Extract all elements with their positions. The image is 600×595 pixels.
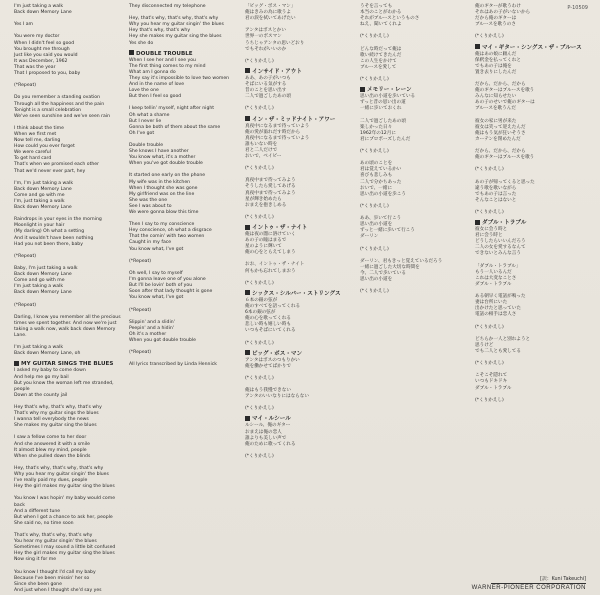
lyrics-column-1 — [14, 4, 126, 593]
lyric-block: I'm just taking a walk Back down Memory Lane Yes I am You were my doctor When I didn't feel so good You brought me through Just like you said you would It was December, 1962 That was the year That I proposed to you, baby (*Repeat) Do you remember a standing ovation Through all the happiness and the pain Tonight is a small celebration We've seen sunshine and we've seen rain I think about the time When we first met Now tell me, darling How could you ever forget We were careful To get hard card That's when we promised each other That we'd never ever part, hey I'm, I'm just taking a walk Back down Memory Lane Come and go with me I'm, just taking a walk Back down Memory Lane Raindrops in your eyes in the morning Moonlight in your hair (My darling) Oh what a setting And it wouldn't have been nothing Had you not been there, baby (*Repeat) Baby, I'm just taking a walk Back down Memory Lane Come and go with me I'm just taking a walk Back down Memory Lane (*Repeat) Darling, I know you remember all the precious times we spent together. And now we're just taking a walk now, walk back down Memory Lane. I'm just taking a walk Back down Memory Lane, oh — [14, 4, 121, 357]
song-title: マイ・ルシール — [245, 415, 360, 423]
lyric-block: 俺はあの娘に頼んだ 保釈金を払ってくれと でもあの子は俺を 置き去りにしたんだ だから、だから、だから 俺のギターはブルースを歌う みんなに知らせたい あの子のせいで俺のギターは ブルースを歌うんだ 彼女の家に男が来た 彼女は笑って迎えたんだ 俺はもう気が狂いそうさ カーテンを閉めたんだ だから、だから、だから 俺のギターはブルースを歌う (*くりかえし) あの子が帰ってくると思った 違う歌を歌いながら でもあの子は言った そんなことはないと (*くりかえし) — [475, 51, 535, 215]
lyric-block: うそを言っても 本当のことがわかる それがブルースというものさ ねえ、聞いてくれよ (*くりかえし) どんな時だって俺は 歌い続けてきたんだ この人生をかけて ブルースを愛して (*くりかえし) — [360, 4, 420, 83]
lyric-block: They disconnected my telephone Hey, that's why, that's why, that's why Why you hear my guitar singin' the blues Hey that's why, that's why Hey she makes my guitar sing the blues Yes she do — [129, 4, 224, 46]
song-title: シックス・シルバー・ストリングス — [245, 290, 360, 298]
lyric-block: When I see her and I see you The first thing comes to my mind What am I gonna do They say it's impossible to love two women And in the name of love Love the one But then I feel so good I keep tellin' myself, night after night Oh what a shame But I never lie Gonna be both of them about the same Oh I've got Double trouble She knows I have another You know what, it's a mother When you've got double trouble It started one early on the phone My wife was in the kitchen When I thought she was gone My girlfriend was on the line She was the one See I was about to We were gonna blow this time Then I say to my conscience Hey conscience, oh what a disgrace That the comin' with two women Caught in my face You know what, I've got (*Repeat) Oh well, I say to myself I'm gonna leave one of you alone But I'll be lovin' both of you Soon after that lady thought is gone You know what, I've got (*Repeat) Slippin' and a slidin' Peepin' and a hidin' Oh it's a mother When you got double trouble (*Repeat) All lyrics transcribed by Linda Hennick — [129, 57, 230, 368]
lyric-block: ６本の銀の弦が 俺のすべてを語ってくれる 6本の銀の弦が 俺の心を歌ってくれる 悲しい時も嬉しい時も いつもそばにいてくれる (*くりかえし) — [245, 297, 301, 346]
lyric-block: アンタはボスのつもりかい 俺を働かせてばかりで (*くりかえし) 俺はもう我慢できない アンタのいいなりにはならない (*くりかえし) — [245, 357, 309, 412]
song-title: イン・ザ・ミッドナイト・アワー — [245, 116, 360, 124]
lyric-block: 彼女に会う時と 君に会う時と どうしたらいいんだろう 二人の女を愛するなんて できないとみんな言う 「ダブル・トラブル」 もう一人いるんだ これは大変なことさ ダブル・トラブル ある朝早く電話が鳴った 妻は台所にいた 出かけたと思っていた 電話の相手は恋人さ (*くりかえし) どちらか一人と別れようと 思うけど でも二人とも愛してる (*くりかえし) こそこそ隠れて いつもドキドキ ダブル・トラブル (*くりかえし) — [475, 227, 531, 403]
song-title: ダブル・トラブル — [475, 219, 593, 227]
lyric-block: I asked my baby to come down And help me go my bail But you know the woman left me stranded, people Down at the county jail Hey that's why, that's why, that's why That's why my guitar sings the blues I wanna tell everybody the news She makes my guitar sing the blues I saw a fellow come to her door And she answered it with a smile It almost blew my mind, people When she pulled down the blinds Hey, that's why, that's why, that's why Why you hear my guitar singin' the blues I've really paid my dues, people Hey the girl makes my guitar sing the blues You know I was hopin' my baby would come back And a different tune But when I got a chance to ask her, people She said no, no time soon That's why, that's why, that's why You hear my guitar singin' the blues Sometimes I may sound a little bit confused Hey the girl makes my guitar sing the blues Now sing it for me You know I thought I'd call my baby Because I've been missin' her so Since she been gone And just when I thought she'd say yes — [14, 368, 116, 593]
lyrics-column-5 — [475, 4, 593, 589]
corporation-name: WARNER-PIONEER CORPORATION — [471, 585, 586, 591]
song-title: メモリー・レーン — [360, 86, 475, 94]
lyric-block: 俺のギターが歌うわけ それはあの子がいないから だから俺のギターは ブルースを歌うのさ (*くりかえし) — [475, 4, 531, 40]
lyric-block: 俺は夜の闇に溶けていく あの子の瞳はまるで 星のように輝いて 俺の心をとらえてしまう おお、イントゥ・ザ・ナイト 何もかも忘れてしまおう (*くりかえし) — [245, 232, 305, 286]
catalog-number: P-10509 — [567, 5, 588, 11]
lyric-block: ああ、あの子がいつも そばにいる気がする 昔のことを思い出す 二人で過ごしたあの頃 (*くりかえし) — [245, 75, 291, 112]
lyric-block: 思い出の小道を歩いている ずっと昔の思い出の道 一緒に歩いておくれ 二人で過ごしたあの頃 楽しかった日々 1962年の12月に 君にプロポーズしたんだ (*くりかえし) あの頃のことを 君は覚えているかい 喜びも悲しみも 二人で分かちあった おいで、一緒に 思い出の小道を歩こう (*くりかえし) ああ、歩いて行こう 思い出の小道を ずっと一緒に歩いて行こう ダーリン (*くりかえし) ダーリン、君もきっと覚えているだろう 一緒に過ごした大切な時間を 今、二人で歩いている 思い出の小道を (*くりかえし) — [360, 94, 443, 295]
song-title: DOUBLE TROUBLE — [129, 50, 241, 58]
footer-divider — [491, 583, 586, 584]
song-title: マイ・ギター・シングス・ザ・ブルース — [475, 44, 593, 52]
lyrics-column-2 — [129, 4, 241, 589]
lyrics-column-4 — [360, 4, 475, 589]
song-title: インサイド・アウト — [245, 68, 360, 76]
lyric-block: ルシール、俺のギター おまえは俺の恋人 誰よりも美しい声で 俺のために歌ってくれる (*くりかえし) — [245, 423, 296, 459]
translator-credit: [訳：Kuni Takeuchi] — [540, 577, 586, 582]
lyric-block: 「ビッグ・ボス・マン」 俺はきみの為に歌うよ 君の涙を拭いてあげたい アンタはボスとかい 世界一のボスマン うちじゃアンタの思いどおり でもそれがいいのか (*くりかえし) — [245, 4, 305, 64]
song-title: MY GUITAR SINGS THE BLUES — [14, 360, 126, 368]
lyrics-column-3 — [245, 4, 360, 589]
song-title: イントゥ・ザ・ナイト — [245, 224, 360, 232]
song-title: ビッグ・ボス・マン — [245, 350, 360, 358]
lyric-block: 真夜中になるまで待っていよう 俺の愛が溢れだす時だから 真夜中になるまで待っていよう 誰もいない時を 君と二人だけで おいで、ベイビー (*くりかえし) 真夜中まで待ってみよう そうしたら愛してあげる 真夜中まで待ってみよう 星が輝き始めたら おまえを抱きしめる (*くりかえし) — [245, 123, 310, 220]
